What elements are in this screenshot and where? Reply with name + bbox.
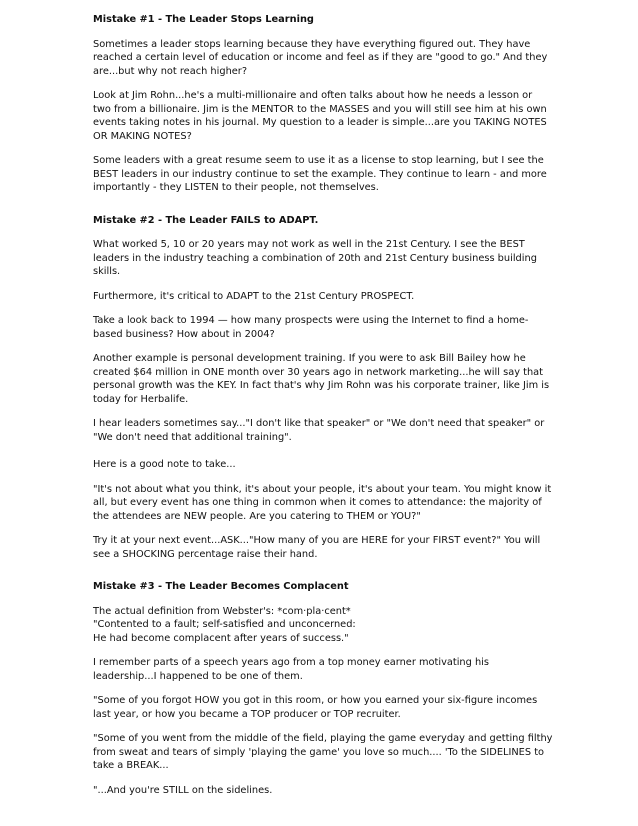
paragraph: Sometimes a leader stops learning because they have everything figured out. They have reached a certain level of education or income and feel as if they are "good to go." And they are...but why not reach higher? xyxy=(93,38,548,77)
paragraph: Take a look back to 1994 — how many prospects were using the Internet to find a home-based business? How about in 2004? xyxy=(93,315,529,340)
paragraph: I hear leaders sometimes say..."I don't like that speaker" or "We don't need that speaker" or "We don't need that additional training". xyxy=(93,418,545,443)
paragraph: I remember parts of a speech years ago from a top money earner motivating his leadership...I happened to be one of them. xyxy=(93,657,490,682)
paragraph: "...And you're STILL on the sidelines. xyxy=(93,784,273,796)
section-heading-mistake-3: Mistake #3 - The Leader Becomes Complacent xyxy=(93,581,349,592)
paragraph: The actual definition from Webster's: *com·pla·cent* "Contented to a fault; self-satisfied and unconcerned: He had become complacent after years of success." xyxy=(93,605,356,644)
paragraph: What worked 5, 10 or 20 years may not work as well in the 21st Century. I see the BEST leaders in the industry teaching a combination of 20th and 21st Century business building skills. xyxy=(93,239,537,277)
section-spacer xyxy=(93,206,553,214)
section-heading-mistake-2: Mistake #2 - The Leader FAILS to ADAPT. xyxy=(93,214,319,226)
paragraph: "It's not about what you think, it's about your people, it's about your team. You might know it all, but every event has one thing in common when it comes to attendance: the majority of the attendees are NEW people. Are you catering to THEM or YOU?" xyxy=(93,483,552,522)
section-spacer xyxy=(93,572,553,580)
section-heading-mistake-1: Mistake #1 - The Leader Stops Learning xyxy=(93,14,314,25)
paragraph: Another example is personal development training. If you were to ask Bill Bailey how he created $64 million in ONE month over 30 years ago in network marketing...he will say that personal growth was the KEY. In fact that's why Jim Rohn was his corporate trainer, like Jim is today for Herbalife. xyxy=(93,353,550,405)
paragraph: "Some of you went from the middle of the field, playing the game everyday and getting filthy from sweat and tears of simply 'playing the game' you love so much.... 'To the SIDELINES to take a BREAK... xyxy=(93,733,553,771)
paragraph: "Some of you forgot HOW you got in this room, or how you earned your six-figure incomes last year, or how you became a TOP producer or TOP recruiter. xyxy=(93,695,538,720)
paragraph: Try it at your next event...ASK..."How many of you are HERE for your FIRST event?" You will see a SHOCKING percentage raise their hand. xyxy=(93,535,541,560)
paragraph: Furthermore, it's critical to ADAPT to the 21st Century PROSPECT. xyxy=(93,290,415,302)
paragraph: Some leaders with a great resume seem to use it as a license to stop learning, but I see the BEST leaders in our industry continue to set the example. They continue to learn - and more importantly - they LISTEN to their people, not themselves. xyxy=(93,155,547,193)
paragraph: Look at Jim Rohn...he's a multi-millionaire and often talks about how he needs a lesson or two from a billionaire. Jim is the MENTOR to the MASSES and you will still see him at his own events taking notes in his journal. My question to a leader is simple...are you TAKING NOTES OR MAKING NOTES? xyxy=(93,90,547,142)
paragraph: Here is a good note to take... xyxy=(93,459,236,470)
document-page xyxy=(93,13,553,808)
